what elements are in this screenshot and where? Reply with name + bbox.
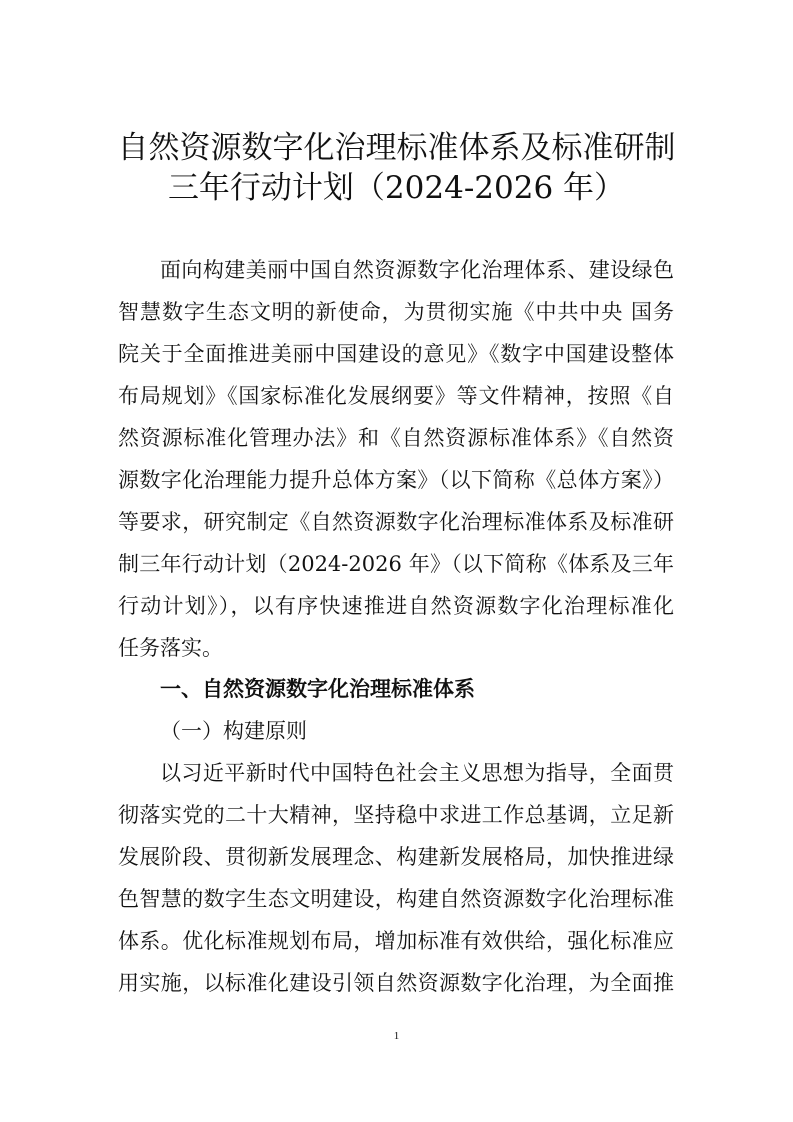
intro-line: 智慧数字生态文明的新使命，为贯彻实施《中共中央 国务 (118, 300, 674, 324)
intro-line: 任务落实。 (118, 636, 223, 660)
document-title-line-2: 三年行动计划（2024-2026 年） (167, 170, 626, 206)
intro-line: 等要求，研究制定《自然资源数字化治理标准体系及标准研 (118, 510, 674, 534)
body-line: 发展阶段、贯彻新发展理念、构建新发展格局，加快推进绿 (118, 845, 674, 869)
body-line: 色智慧的数字生态文明建设，构建自然资源数字化治理标准 (118, 887, 674, 911)
section-heading: 一、自然资源数字化治理标准体系 (160, 677, 475, 701)
intro-line: 面向构建美丽中国自然资源数字化治理体系、建设绿色 (160, 258, 674, 282)
intro-line: 行动计划》），以有序快速推进自然资源数字化治理标准化 (118, 594, 674, 618)
intro-line: 院关于全面推进美丽中国建设的意见》《数字中国建设整体 (118, 342, 674, 366)
page-number: 1 (393, 1030, 400, 1042)
intro-line: 布局规划》《国家标准化发展纲要》等文件精神，按照《自 (118, 384, 674, 408)
intro-line: 制三年行动计划（2024-2026 年》（以下简称《体系及三年 (118, 552, 674, 576)
document-title-line-1: 自然资源数字化治理标准体系及标准研制 (117, 130, 676, 166)
body-line: 用实施，以标准化建设引领自然资源数字化治理，为全面推 (118, 971, 674, 995)
subsection-heading: （一）构建原则 (160, 719, 307, 743)
body-line: 体系。优化标准规划布局，增加标准有效供给，强化标准应 (118, 929, 674, 953)
body-line: 以习近平新时代中国特色社会主义思想为指导，全面贯 (160, 761, 674, 785)
body-line: 彻落实党的二十大精神，坚持稳中求进工作总基调，立足新 (118, 803, 674, 827)
intro-line: 源数字化治理能力提升总体方案》（以下简称《总体方案》） (118, 468, 674, 492)
intro-line: 然资源标准化管理办法》和《自然资源标准体系》《自然资 (118, 426, 674, 450)
